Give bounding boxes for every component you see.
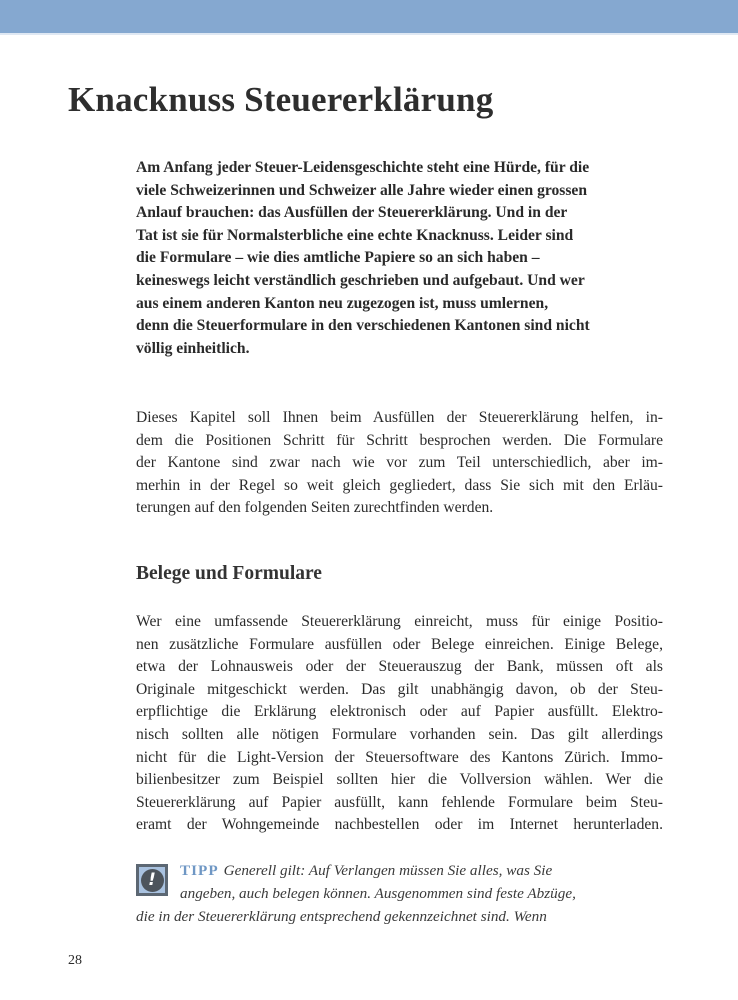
body-paragraph-belege: [136, 611, 663, 837]
page-number: 28: [68, 953, 82, 968]
paragraph-line: eramt der Wohngemeinde nachbestellen oder im Internet herunterladen.: [136, 816, 663, 834]
intro-line: denn die Steuerformulare in den verschiedenen Kantonen sind nicht: [136, 317, 590, 335]
intro-line: völlig einheitlich.: [136, 339, 250, 357]
intro-line: Tat ist sie für Normalsterbliche eine echte Knacknuss. Leider sind: [136, 226, 574, 244]
paragraph-line: nen zusätzliche Formulare ausfüllen oder Belege einreichen. Einige Belege,: [136, 635, 663, 653]
paragraph-line: Wer eine umfassende Steuererklärung einreicht, muss für einige Positio-: [136, 613, 663, 630]
exclamation-icon: [136, 864, 168, 896]
paragraph-line: etwa der Lohnausweis oder der Steuerauszug der Bank, müssen oft als: [136, 658, 663, 676]
intro-line: viele Schweizerinnen und Schweizer alle Jahre wieder einen grossen: [136, 181, 588, 199]
paragraph-line: dem die Positionen Schritt für Schritt besprochen werden. Die Formulare: [136, 431, 663, 449]
intro-paragraph: [136, 157, 663, 360]
intro-line: aus einem anderen Kanton neu zugezogen ist, muss umlernen,: [136, 294, 549, 312]
tipp-line: angeben, auch belegen können. Ausgenommen sind feste Abzüge,: [180, 884, 576, 902]
paragraph-line: nisch sollten alle nötigen Formulare vorhanden sein. Das gilt allerdings: [136, 725, 663, 743]
paragraph-line: merhin in der Regel so weit gleich gegliedert, dass Sie sich mit den Erläu-: [136, 476, 663, 494]
intro-line: die Formulare – wie dies amtliche Papiere so an sich haben –: [136, 249, 540, 267]
tipp-label: TIPP: [180, 862, 219, 879]
header-color-band: [0, 0, 738, 33]
tipp-box: [136, 860, 663, 928]
paragraph-line: bilienbesitzer zum Beispiel sollten hier die Vollversion wählen. Wer die: [136, 771, 663, 789]
paragraph-line: Steuererklärung auf Papier ausfüllt, kann fehlende Formulare beim Steu-: [136, 793, 663, 811]
tipp-line: [136, 860, 663, 883]
tipp-line: die in der Steuererklärung entsprechend gekennzeichnet sind. Wenn: [136, 907, 547, 925]
body-paragraph-chapter-intro: [136, 407, 663, 520]
header-band-edge: [0, 33, 738, 35]
intro-line: Am Anfang jeder Steuer-Leidensgeschichte steht eine Hürde, für die: [136, 159, 590, 176]
paragraph-line: Originale mitgeschickt werden. Das gilt unabhängig davon, ob der Steu-: [136, 680, 663, 698]
intro-line: Anlauf brauchen: das Ausfüllen der Steuererklärung. Und in der: [136, 204, 568, 222]
paragraph-line: terungen auf den folgenden Seiten zurechtfinden werden.: [136, 499, 494, 517]
paragraph-line: der Kantone sind zwar nach wie vor zum Teil unterschiedlich, aber im-: [136, 454, 663, 472]
intro-line: keineswegs leicht verständlich geschrieben und aufgebaut. Und wer: [136, 271, 585, 289]
paragraph-line: erpflichtige die Erklärung elektronisch oder auf Papier ausfüllt. Elektro-: [136, 703, 663, 721]
section-heading: Belege und Formulare: [136, 563, 322, 584]
page-title: Knacknuss Steuererklärung: [68, 80, 494, 119]
tipp-text: Generell gilt: Auf Verlangen müssen Sie alles, was Sie: [223, 862, 553, 879]
paragraph-line: Dieses Kapitel soll Ihnen beim Ausfüllen der Steuererklärung helfen, in-: [136, 409, 663, 426]
exclamation-circle: !: [141, 869, 164, 892]
paragraph-line: nicht für die Light-Version der Steuersoftware des Kantons Zürich. Immo-: [136, 748, 663, 766]
